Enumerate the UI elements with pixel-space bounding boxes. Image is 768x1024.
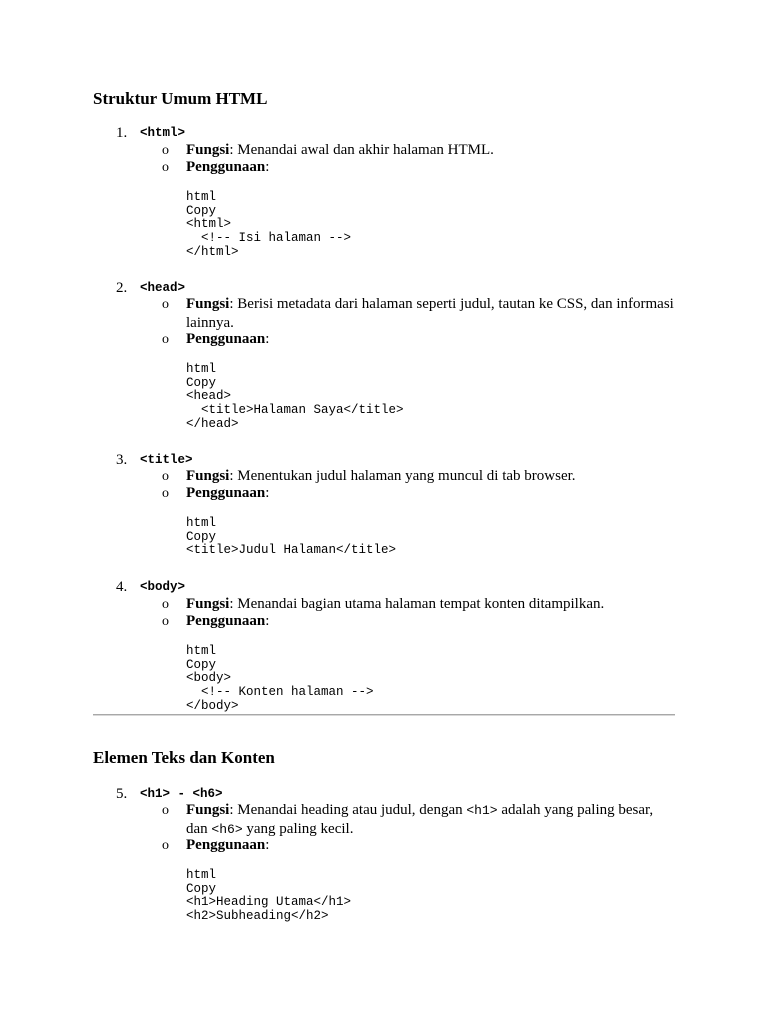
bullet-icon: o [162,486,169,501]
section-heading-struktur: Struktur Umum HTML [93,89,268,108]
section-heading-elemen: Elemen Teks dan Konten [93,748,275,767]
item-number: 2. [116,280,128,296]
penggunaan-label: Penggunaan: [186,485,270,501]
fungsi-text: Fungsi: Menentukan judul halaman yang muncul di tab browser. [186,468,576,484]
item-tag: <title> [140,453,193,467]
item-tag: <html> [140,126,186,140]
bullet-icon: o [162,469,169,484]
item-number: 3. [116,452,128,468]
penggunaan-label: Penggunaan: [186,159,270,175]
bullet-icon: o [162,143,169,158]
fungsi-text: Fungsi: Menandai heading atau judul, dengan <h1> adalah yang paling besar, dan <h6> yang paling kecil. [186,802,654,837]
fungsi-text: Fungsi: Menandai awal dan akhir halaman HTML. [186,142,494,158]
penggunaan-label: Penggunaan: [186,331,270,347]
bullet-icon: o [162,332,169,347]
bullet-icon: o [162,838,169,853]
code-block: html Copy <html> <!-- Isi halaman --> </html> [186,190,352,259]
bullet-icon: o [162,597,169,612]
fungsi-text: Fungsi: Berisi metadata dari halaman seperti judul, tautan ke CSS, dan informasi lainnya. [186,296,674,331]
item-number: 1. [116,125,128,141]
item-tag: <body> [140,580,186,594]
code-block: html Copy <title>Judul Halaman</title> [186,516,397,558]
fungsi-text: Fungsi: Menandai bagian utama halaman tempat konten ditampilkan. [186,596,605,612]
item-number: 4. [116,579,128,595]
horizontal-rule [93,714,675,716]
item-number: 5. [116,786,128,802]
code-block: html Copy <h1>Heading Utama</h1> <h2>Subheading</h2> [186,868,352,924]
item-tag: <h1> - <h6> [140,787,223,801]
bullet-icon: o [162,160,169,175]
penggunaan-label: Penggunaan: [186,613,270,629]
bullet-icon: o [162,297,169,312]
code-block: html Copy <head> <title>Halaman Saya</title> </head> [186,362,404,431]
code-block: html Copy <body> <!-- Konten halaman --> </body> [186,644,374,713]
bullet-icon: o [162,614,169,629]
item-tag: <head> [140,281,186,295]
penggunaan-label: Penggunaan: [186,837,270,853]
bullet-icon: o [162,803,169,818]
